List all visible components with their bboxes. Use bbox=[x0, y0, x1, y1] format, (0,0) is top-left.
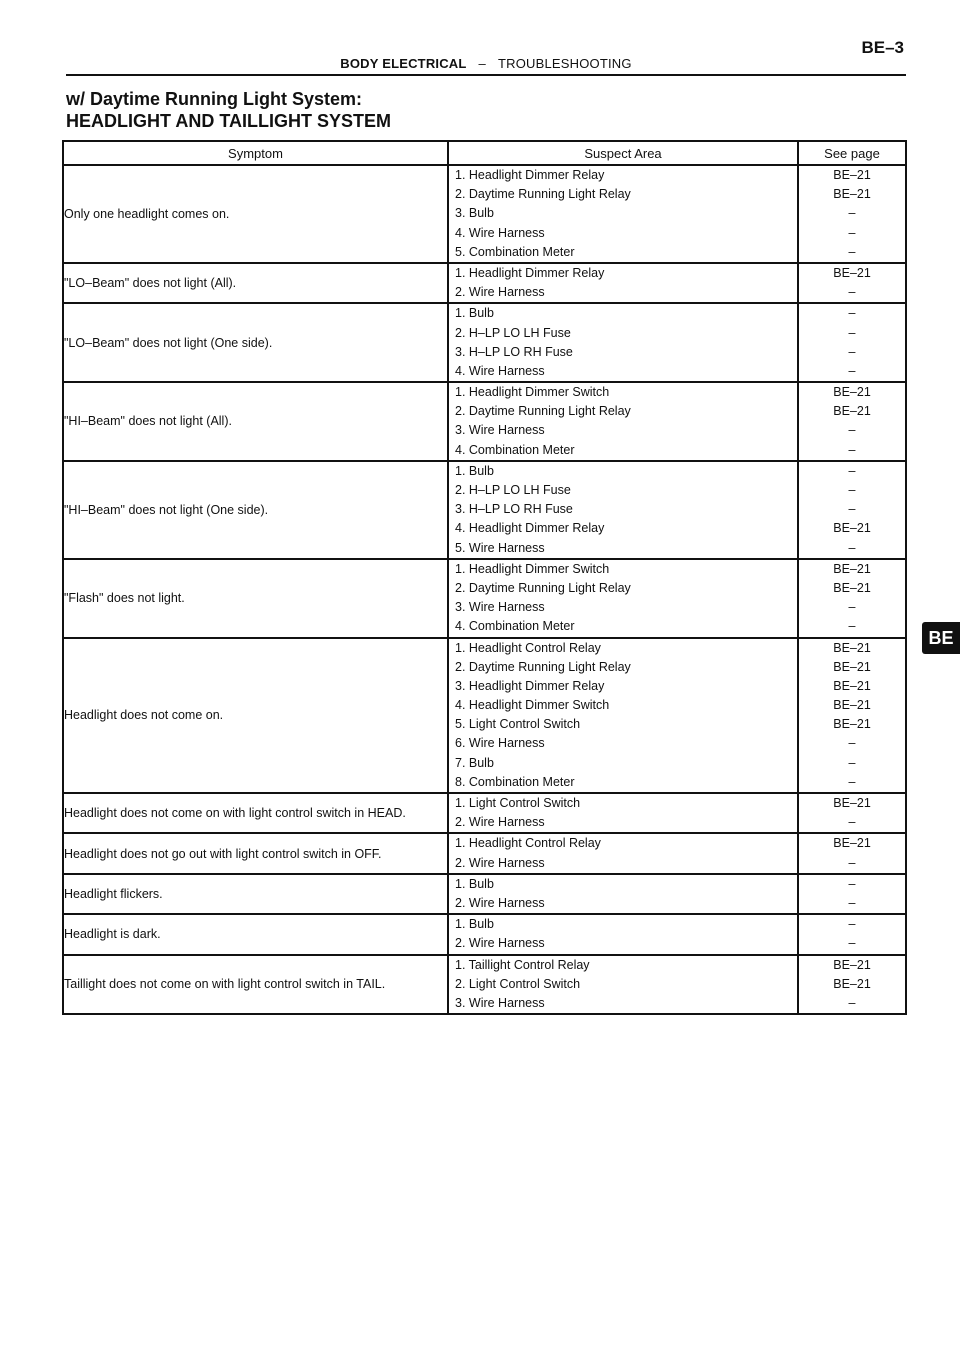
running-head bbox=[66, 56, 906, 71]
suspect-area-item: 2. Wire Harness bbox=[455, 285, 545, 300]
suspect-area-item: 1. Taillight Control Relay bbox=[455, 957, 590, 972]
suspect-area-item: 6. Wire Harness bbox=[455, 736, 545, 751]
symptom-cell: "Flash" does not light. bbox=[63, 559, 448, 638]
suspect-area-item: 4. Wire Harness bbox=[455, 225, 545, 240]
see-page-ref: – bbox=[848, 442, 856, 457]
see-page-ref: – bbox=[848, 917, 856, 932]
suspect-area-item: 1. Bulb bbox=[455, 917, 494, 932]
suspect-area-cell bbox=[448, 559, 798, 638]
suspect-area-item: 3. Wire Harness bbox=[455, 995, 545, 1010]
symptom-cell: Headlight does not come on with light control switch in HEAD. bbox=[63, 793, 448, 833]
suspect-area-item: 4. Combination Meter bbox=[455, 442, 575, 457]
table-row bbox=[63, 955, 906, 1015]
symptom-cell: "LO–Beam" does not light (All). bbox=[63, 263, 448, 303]
suspect-area-item: 1. Bulb bbox=[455, 876, 494, 891]
see-page-ref: – bbox=[848, 285, 856, 300]
suspect-area-item: 4. Headlight Dimmer Relay bbox=[455, 521, 605, 536]
see-page-ref: BE–21 bbox=[833, 678, 871, 693]
symptom-cell: Headlight does not go out with light control switch in OFF. bbox=[63, 833, 448, 873]
see-page-cell bbox=[798, 559, 906, 638]
see-page-ref: – bbox=[848, 619, 856, 634]
see-page-ref: – bbox=[848, 325, 856, 340]
suspect-area-item: 2. Light Control Switch bbox=[455, 976, 581, 991]
suspect-area-cell bbox=[448, 914, 798, 954]
suspect-area-item: 3. Bulb bbox=[455, 206, 494, 221]
suspect-area-item: 5. Combination Meter bbox=[455, 244, 575, 259]
see-page-cell bbox=[798, 833, 906, 873]
table-row bbox=[63, 874, 906, 914]
see-page-cell bbox=[798, 638, 906, 794]
suspect-area-item: 4. Combination Meter bbox=[455, 619, 575, 634]
see-page-ref: – bbox=[848, 936, 856, 951]
table-row bbox=[63, 382, 906, 461]
see-page-ref: – bbox=[848, 206, 856, 221]
see-page-ref: BE–21 bbox=[833, 561, 871, 576]
see-page-ref: BE–21 bbox=[833, 385, 871, 400]
table-row bbox=[63, 461, 906, 559]
see-page-ref: BE–21 bbox=[833, 659, 871, 674]
see-page-ref: – bbox=[848, 815, 856, 830]
see-page-ref: – bbox=[848, 306, 856, 321]
suspect-area-cell bbox=[448, 165, 798, 263]
suspect-area-item: 1. Bulb bbox=[455, 306, 494, 321]
see-page-cell bbox=[798, 303, 906, 382]
suspect-area-item: 2. Daytime Running Light Relay bbox=[455, 659, 631, 674]
see-page-ref: BE–21 bbox=[833, 976, 871, 991]
table-row bbox=[63, 303, 906, 382]
suspect-area-item: 2. Wire Harness bbox=[455, 815, 545, 830]
suspect-area-cell bbox=[448, 833, 798, 873]
suspect-area-cell bbox=[448, 793, 798, 833]
system-title: w/ Daytime Running Light System: bbox=[66, 89, 363, 109]
see-page-cell bbox=[798, 955, 906, 1015]
see-page-ref: BE–21 bbox=[833, 836, 871, 851]
see-page-ref: BE–21 bbox=[833, 187, 871, 202]
table-row bbox=[63, 559, 906, 638]
suspect-area-item: 1. Headlight Control Relay bbox=[455, 836, 601, 851]
suspect-area-item: 3. Headlight Dimmer Relay bbox=[455, 678, 605, 693]
table-row bbox=[63, 263, 906, 303]
suspect-area-item: 4. Wire Harness bbox=[455, 363, 545, 378]
see-page-ref: BE–21 bbox=[833, 796, 871, 810]
page-number: BE–3 bbox=[861, 38, 904, 57]
symptom-cell: "HI–Beam" does not light (All). bbox=[63, 382, 448, 461]
suspect-area-cell bbox=[448, 955, 798, 1015]
see-page-cell bbox=[798, 263, 906, 303]
table-row bbox=[63, 914, 906, 954]
symptom-header: Symptom bbox=[63, 141, 448, 165]
section-heading: HEADLIGHT AND TAILLIGHT SYSTEM bbox=[66, 111, 391, 131]
subsection-title: TROUBLESHOOTING bbox=[497, 56, 632, 71]
suspect-area-item: 2. Wire Harness bbox=[455, 895, 545, 910]
suspect-area-cell bbox=[448, 638, 798, 794]
symptom-cell: "LO–Beam" does not light (One side). bbox=[63, 303, 448, 382]
see-page-ref: BE–21 bbox=[833, 404, 871, 419]
suspect-area-item: 3. H–LP LO RH Fuse bbox=[455, 502, 573, 517]
section-title: BODY ELECTRICAL bbox=[340, 56, 467, 71]
symptom-cell: "HI–Beam" does not light (One side). bbox=[63, 461, 448, 559]
suspect-area-item: 2. Daytime Running Light Relay bbox=[455, 404, 631, 419]
suspect-area-item: 5. Wire Harness bbox=[455, 540, 545, 555]
page-header bbox=[66, 38, 906, 76]
see-page-ref: – bbox=[848, 755, 856, 770]
header-separator: – bbox=[478, 56, 486, 71]
suspect-area-item: 2. Daytime Running Light Relay bbox=[455, 580, 631, 595]
suspect-area-item: 2. Daytime Running Light Relay bbox=[455, 187, 631, 202]
symptom-cell: Headlight flickers. bbox=[63, 874, 448, 914]
suspect-area-header: Suspect Area bbox=[448, 141, 798, 165]
see-page-ref: – bbox=[848, 463, 856, 478]
suspect-area-item: 2. Wire Harness bbox=[455, 855, 545, 870]
suspect-area-cell bbox=[448, 303, 798, 382]
see-page-ref: – bbox=[848, 855, 856, 870]
see-page-cell bbox=[798, 461, 906, 559]
section-tab: BE bbox=[922, 622, 960, 654]
see-page-header: See page bbox=[798, 141, 906, 165]
see-page-ref: – bbox=[848, 995, 856, 1010]
suspect-area-item: 1. Bulb bbox=[455, 463, 494, 478]
see-page-ref: BE–21 bbox=[833, 717, 871, 732]
table-row bbox=[63, 638, 906, 794]
page-titles bbox=[66, 88, 391, 132]
see-page-ref: – bbox=[848, 483, 856, 497]
symptom-cell: Headlight is dark. bbox=[63, 914, 448, 954]
suspect-area-cell bbox=[448, 382, 798, 461]
table-row bbox=[63, 793, 906, 833]
table-body bbox=[63, 165, 906, 1014]
suspect-area-item: 1. Light Control Switch bbox=[455, 796, 581, 810]
suspect-area-item: 3. H–LP LO RH Fuse bbox=[455, 344, 573, 359]
see-page-ref: – bbox=[848, 876, 856, 891]
see-page-ref: – bbox=[848, 540, 856, 555]
see-page-ref: – bbox=[848, 774, 856, 789]
suspect-area-item: 1. Headlight Dimmer Relay bbox=[455, 265, 605, 280]
see-page-cell bbox=[798, 382, 906, 461]
suspect-area-item: 8. Combination Meter bbox=[455, 774, 575, 789]
suspect-area-item: 1. Headlight Dimmer Relay bbox=[455, 168, 605, 182]
see-page-ref: – bbox=[848, 344, 856, 359]
table-row bbox=[63, 165, 906, 263]
see-page-ref: – bbox=[848, 895, 856, 910]
table-row bbox=[63, 833, 906, 873]
see-page-ref: – bbox=[848, 736, 856, 751]
suspect-area-item: 4. Headlight Dimmer Switch bbox=[455, 698, 610, 713]
see-page-ref: BE–21 bbox=[833, 521, 871, 536]
see-page-cell bbox=[798, 165, 906, 263]
symptom-cell: Taillight does not come on with light control switch in TAIL. bbox=[63, 955, 448, 1015]
see-page-cell bbox=[798, 793, 906, 833]
see-page-ref: BE–21 bbox=[833, 168, 871, 182]
suspect-area-item: 1. Headlight Control Relay bbox=[455, 640, 601, 655]
suspect-area-item: 7. Bulb bbox=[455, 755, 494, 770]
symptom-cell: Headlight does not come on. bbox=[63, 638, 448, 794]
symptom-cell: Only one headlight comes on. bbox=[63, 165, 448, 263]
see-page-ref: – bbox=[848, 363, 856, 378]
suspect-area-item: 2. Wire Harness bbox=[455, 936, 545, 951]
table-header-row bbox=[63, 141, 906, 165]
see-page-ref: BE–21 bbox=[833, 957, 871, 972]
suspect-area-item: 3. Wire Harness bbox=[455, 423, 545, 438]
see-page-ref: – bbox=[848, 423, 856, 438]
see-page-cell bbox=[798, 914, 906, 954]
suspect-area-item: 1. Headlight Dimmer Switch bbox=[455, 561, 610, 576]
see-page-ref: – bbox=[848, 502, 856, 517]
see-page-ref: – bbox=[848, 225, 856, 240]
suspect-area-item: 3. Wire Harness bbox=[455, 600, 545, 615]
see-page-ref: BE–21 bbox=[833, 265, 871, 280]
see-page-ref: BE–21 bbox=[833, 580, 871, 595]
suspect-area-item: 5. Light Control Switch bbox=[455, 717, 581, 732]
suspect-area-item: 2. H–LP LO LH Fuse bbox=[455, 325, 571, 340]
troubleshooting-table bbox=[62, 140, 907, 1015]
suspect-area-cell bbox=[448, 263, 798, 303]
see-page-ref: BE–21 bbox=[833, 640, 871, 655]
suspect-area-cell bbox=[448, 874, 798, 914]
see-page-cell bbox=[798, 874, 906, 914]
see-page-ref: – bbox=[848, 244, 856, 259]
see-page-ref: – bbox=[848, 600, 856, 615]
see-page-ref: BE–21 bbox=[833, 698, 871, 713]
suspect-area-cell bbox=[448, 461, 798, 559]
suspect-area-item: 2. H–LP LO LH Fuse bbox=[455, 483, 571, 497]
suspect-area-item: 1. Headlight Dimmer Switch bbox=[455, 385, 610, 400]
